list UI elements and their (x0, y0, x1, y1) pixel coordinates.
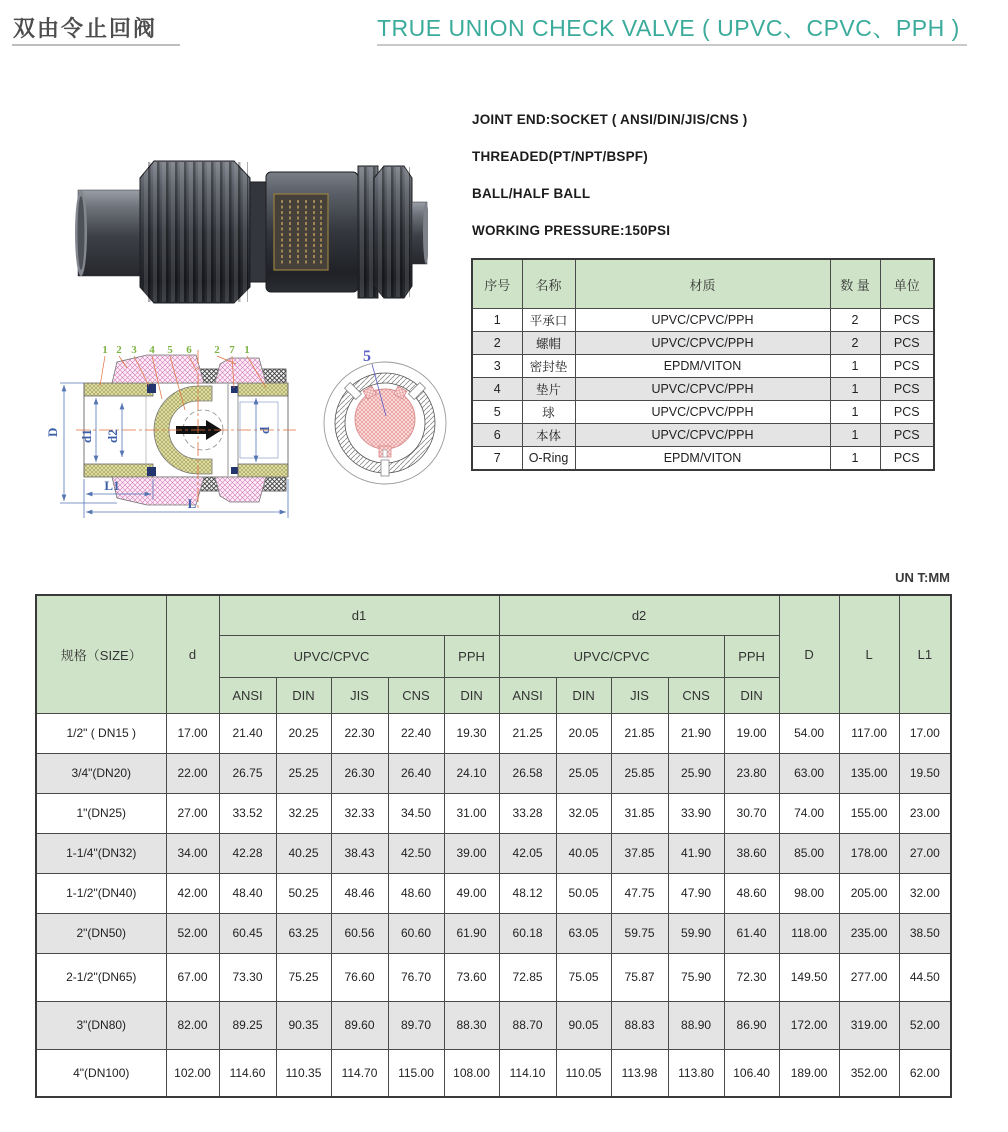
valve-photo-illustration (72, 128, 428, 322)
table-cell: 25.85 (611, 753, 668, 793)
dim-label-d2: d2 (105, 429, 120, 443)
table-cell: 40.05 (556, 833, 611, 873)
group-header-d2: d2 (499, 595, 779, 635)
table-cell: UPVC/CPVC/PPH (575, 401, 830, 424)
table-cell: 1-1/2"(DN40) (36, 873, 166, 913)
table-cell: 74.00 (779, 793, 839, 833)
table-cell: 1 (830, 355, 880, 378)
dim-table-body (36, 713, 951, 1097)
table-cell: 114.10 (499, 1049, 556, 1097)
dim-label-L: L (187, 496, 197, 511)
ball-bottom-notch (383, 450, 387, 457)
page-title-cn: 双由令止回阀 (13, 16, 158, 41)
table-cell: 47.90 (668, 873, 724, 913)
table-cell: 7 (472, 447, 522, 471)
table-cell: 25.05 (556, 753, 611, 793)
title-underline-left (12, 44, 180, 46)
table-cell: 23.00 (899, 793, 951, 833)
table-cell: 23.80 (724, 753, 779, 793)
table-row (472, 355, 934, 378)
table-cell: 5 (472, 401, 522, 424)
table-cell: 89.70 (388, 1001, 444, 1049)
table-row (36, 913, 951, 953)
table-cell: 63.00 (779, 753, 839, 793)
table-cell: 89.60 (331, 1001, 388, 1049)
table-cell: 2 (830, 309, 880, 332)
table-cell: 72.85 (499, 953, 556, 1001)
end-view (324, 348, 446, 484)
table-cell: 3"(DN80) (36, 1001, 166, 1049)
std-header: JIS (611, 677, 668, 713)
std-header: JIS (331, 677, 388, 713)
table-cell: 60.45 (219, 913, 276, 953)
table-cell: 48.12 (499, 873, 556, 913)
right-nut-top (215, 358, 266, 383)
table-cell: 4"(DN100) (36, 1049, 166, 1097)
table-cell: 40.25 (276, 833, 331, 873)
table-cell: 113.80 (668, 1049, 724, 1097)
subgroup-d2-pph: PPH (724, 635, 779, 677)
table-row (472, 424, 934, 447)
left-nut-top (112, 355, 204, 383)
table-cell: 垫片 (522, 378, 575, 401)
left-socket-wall-top (84, 383, 153, 396)
table-cell: 44.50 (899, 953, 951, 1001)
table-cell: EPDM/VITON (575, 355, 830, 378)
table-cell: 352.00 (839, 1049, 899, 1097)
table-row (36, 713, 951, 753)
table-cell: 85.00 (779, 833, 839, 873)
table-cell: 33.28 (499, 793, 556, 833)
table-cell: 33.90 (668, 793, 724, 833)
table-cell: 75.05 (556, 953, 611, 1001)
table-cell: 52.00 (899, 1001, 951, 1049)
table-cell: 172.00 (779, 1001, 839, 1049)
table-cell: 平承口 (522, 309, 575, 332)
table-cell: 26.40 (388, 753, 444, 793)
table-cell: 59.75 (611, 913, 668, 953)
table-cell: 48.60 (724, 873, 779, 913)
table-cell: 113.98 (611, 1049, 668, 1097)
table-cell: 106.40 (724, 1049, 779, 1097)
table-cell: 30.70 (724, 793, 779, 833)
table-cell: 63.25 (276, 913, 331, 953)
table-cell: 2 (830, 332, 880, 355)
std-header: ANSI (499, 677, 556, 713)
table-cell: 73.30 (219, 953, 276, 1001)
unit-note: UN T:MM (895, 570, 950, 585)
gold-label (274, 194, 328, 270)
table-cell: 319.00 (839, 1001, 899, 1049)
table-row (36, 873, 951, 913)
table-cell: 90.35 (276, 1001, 331, 1049)
table-cell: PCS (880, 309, 934, 332)
table-row (472, 309, 934, 332)
table-cell: 82.00 (166, 1001, 219, 1049)
table-cell: 86.90 (724, 1001, 779, 1049)
callout-6: 6 (186, 344, 192, 356)
parts-header-cell: 序号 (472, 259, 522, 309)
table-cell: 24.10 (444, 753, 499, 793)
table-cell: 4 (472, 378, 522, 401)
table-cell: 42.00 (166, 873, 219, 913)
cross-section-drawing (40, 338, 470, 533)
table-cell: 41.90 (668, 833, 724, 873)
table-cell: 38.50 (899, 913, 951, 953)
subgroup-d1-upvc: UPVC/CPVC (219, 635, 444, 677)
table-row (472, 332, 934, 355)
dim-header-row-1 (36, 595, 951, 635)
product-photo (72, 128, 428, 322)
table-cell: O-Ring (522, 447, 575, 471)
table-cell: 76.70 (388, 953, 444, 1001)
table-cell: 32.05 (556, 793, 611, 833)
col-header-D: D (779, 595, 839, 713)
callout-7: 7 (229, 344, 235, 356)
callout-5: 5 (167, 344, 173, 356)
table-cell: 89.25 (219, 1001, 276, 1049)
table-row (36, 1001, 951, 1049)
table-cell: 34.00 (166, 833, 219, 873)
callout-1: 1 (102, 344, 108, 356)
table-cell: PCS (880, 424, 934, 447)
table-cell: 61.90 (444, 913, 499, 953)
dim-label-d: d (257, 426, 272, 434)
left-socket-wall-bottom (84, 464, 153, 477)
table-cell: 21.90 (668, 713, 724, 753)
table-cell: 75.25 (276, 953, 331, 1001)
table-cell: PCS (880, 332, 934, 355)
table-cell: 26.58 (499, 753, 556, 793)
table-cell: 32.25 (276, 793, 331, 833)
table-cell: 26.30 (331, 753, 388, 793)
table-cell: 2"(DN50) (36, 913, 166, 953)
table-cell: UPVC/CPVC/PPH (575, 332, 830, 355)
ball-end-view (355, 389, 415, 449)
spec-list (472, 112, 747, 260)
table-cell: 102.00 (166, 1049, 219, 1097)
table-cell: 75.90 (668, 953, 724, 1001)
side-view (45, 344, 296, 518)
table-cell: 21.40 (219, 713, 276, 753)
table-cell: 1 (830, 424, 880, 447)
parts-table (471, 258, 935, 471)
right-socket-wall-top (238, 383, 288, 396)
table-cell: 1-1/4"(DN32) (36, 833, 166, 873)
table-cell: 22.30 (331, 713, 388, 753)
spec-line: BALL/HALF BALL (472, 186, 591, 201)
right-nut-ribs (376, 167, 410, 297)
table-cell: 61.40 (724, 913, 779, 953)
std-header: DIN (276, 677, 331, 713)
table-cell: 密封垫 (522, 355, 575, 378)
table-cell: 52.00 (166, 913, 219, 953)
table-cell: 27.00 (166, 793, 219, 833)
table-cell: 1 (830, 378, 880, 401)
left-socket-pipe (78, 190, 140, 276)
table-cell: 1 (830, 447, 880, 471)
std-header: CNS (388, 677, 444, 713)
table-row (472, 378, 934, 401)
table-cell: 90.05 (556, 1001, 611, 1049)
table-cell: 19.30 (444, 713, 499, 753)
table-cell: 32.00 (899, 873, 951, 913)
technical-drawing (40, 338, 470, 533)
table-cell: 39.00 (444, 833, 499, 873)
table-cell: 108.00 (444, 1049, 499, 1097)
table-cell: 60.56 (331, 913, 388, 953)
table-cell: 1/2" ( DN15 ) (36, 713, 166, 753)
table-cell: 205.00 (839, 873, 899, 913)
table-cell: 26.75 (219, 753, 276, 793)
table-row (472, 401, 934, 424)
table-cell: 2 (472, 332, 522, 355)
table-cell: 115.00 (388, 1049, 444, 1097)
right-nut-bottom (215, 477, 266, 502)
table-cell: 88.90 (668, 1001, 724, 1049)
table-cell: 25.90 (668, 753, 724, 793)
parts-table-body (472, 309, 934, 471)
col-header-L1: L1 (899, 595, 951, 713)
table-cell: 17.00 (166, 713, 219, 753)
table-cell: 25.25 (276, 753, 331, 793)
table-cell: 117.00 (839, 713, 899, 753)
table-cell: PCS (880, 447, 934, 471)
table-cell: 1 (830, 401, 880, 424)
table-cell: 155.00 (839, 793, 899, 833)
spec-line: WORKING PRESSURE:150PSI (472, 223, 671, 238)
table-cell: 98.00 (779, 873, 839, 913)
page-title-en: TRUE UNION CHECK VALVE ( UPVC、CPVC、PPH ) (377, 15, 960, 41)
subgroup-d2-upvc: UPVC/CPVC (499, 635, 724, 677)
table-cell: EPDM/VITON (575, 447, 830, 471)
table-cell: 31.00 (444, 793, 499, 833)
table-cell: 60.18 (499, 913, 556, 953)
dim-label-d1: d1 (79, 429, 94, 443)
table-cell: 50.25 (276, 873, 331, 913)
table-cell: PCS (880, 355, 934, 378)
callout-4: 4 (149, 344, 155, 356)
table-cell: 42.50 (388, 833, 444, 873)
table-cell: 19.00 (724, 713, 779, 753)
dim-label-D: D (45, 427, 60, 437)
std-header: CNS (668, 677, 724, 713)
callout-2: 2 (116, 344, 122, 356)
parts-header-cell: 单位 (880, 259, 934, 309)
table-cell: 88.70 (499, 1001, 556, 1049)
table-cell: 21.85 (611, 713, 668, 753)
table-cell: 114.60 (219, 1049, 276, 1097)
callout-numbers (102, 344, 250, 356)
table-cell: 21.25 (499, 713, 556, 753)
table-cell: 59.90 (668, 913, 724, 953)
std-header: DIN (556, 677, 611, 713)
table-cell: 54.00 (779, 713, 839, 753)
table-cell: 1 (472, 309, 522, 332)
table-cell: 60.60 (388, 913, 444, 953)
table-cell: 62.00 (899, 1049, 951, 1097)
table-cell: UPVC/CPVC/PPH (575, 378, 830, 401)
title-underline-right (377, 44, 967, 46)
table-row (36, 793, 951, 833)
table-cell: 88.30 (444, 1001, 499, 1049)
parts-header-cell: 材质 (575, 259, 830, 309)
callout-1b: 1 (244, 344, 250, 356)
table-cell: 88.83 (611, 1001, 668, 1049)
table-cell: 螺帽 (522, 332, 575, 355)
table-cell: 48.40 (219, 873, 276, 913)
table-cell: 118.00 (779, 913, 839, 953)
table-cell: 3/4"(DN20) (36, 753, 166, 793)
table-cell: 2-1/2"(DN65) (36, 953, 166, 1001)
table-cell: 22.40 (388, 713, 444, 753)
table-cell: 63.05 (556, 913, 611, 953)
table-row (36, 953, 951, 1001)
table-cell: 75.87 (611, 953, 668, 1001)
table-cell: 38.60 (724, 833, 779, 873)
table-cell: 1"(DN25) (36, 793, 166, 833)
table-cell: 178.00 (839, 833, 899, 873)
group-header-d1: d1 (219, 595, 499, 635)
table-cell: 20.05 (556, 713, 611, 753)
left-nut-ribs (142, 162, 248, 302)
table-cell: 42.05 (499, 833, 556, 873)
std-header: DIN (724, 677, 779, 713)
dim-label-L1: L1 (104, 478, 120, 493)
callout-3: 3 (131, 344, 137, 356)
callout-2b: 2 (214, 344, 220, 356)
table-cell: UPVC/CPVC/PPH (575, 309, 830, 332)
table-cell: UPVC/CPVC/PPH (575, 424, 830, 447)
parts-header-cell: 数 量 (830, 259, 880, 309)
table-cell: 3 (472, 355, 522, 378)
table-cell: 110.05 (556, 1049, 611, 1097)
table-cell: 47.75 (611, 873, 668, 913)
table-cell: PCS (880, 378, 934, 401)
spec-line: THREADED(PT/NPT/BSPF) (472, 149, 648, 164)
end-view-callout-5: 5 (363, 348, 371, 365)
table-cell: 189.00 (779, 1049, 839, 1097)
table-cell: 73.60 (444, 953, 499, 1001)
col-header-d: d (166, 595, 219, 713)
table-cell: 34.50 (388, 793, 444, 833)
table-cell: 72.30 (724, 953, 779, 1001)
parts-header-cell: 名称 (522, 259, 575, 309)
table-cell: 48.60 (388, 873, 444, 913)
table-cell: 32.33 (331, 793, 388, 833)
left-pipe-bore (78, 196, 85, 270)
table-cell: 20.25 (276, 713, 331, 753)
std-header: ANSI (219, 677, 276, 713)
table-cell: 37.85 (611, 833, 668, 873)
table-cell: 19.50 (899, 753, 951, 793)
right-socket-wall-bottom (238, 464, 288, 477)
subgroup-d1-pph: PPH (444, 635, 499, 677)
table-cell: 48.46 (331, 873, 388, 913)
table-cell: 38.43 (331, 833, 388, 873)
table-cell: 17.00 (899, 713, 951, 753)
table-cell: 277.00 (839, 953, 899, 1001)
table-cell: 114.70 (331, 1049, 388, 1097)
table-cell: 67.00 (166, 953, 219, 1001)
table-cell: 110.35 (276, 1049, 331, 1097)
table-row (36, 833, 951, 873)
table-cell: 149.50 (779, 953, 839, 1001)
table-cell: 33.52 (219, 793, 276, 833)
table-row (36, 753, 951, 793)
table-row (36, 1049, 951, 1097)
col-header-size: 规格（SIZE） (36, 595, 166, 713)
table-cell: 球 (522, 401, 575, 424)
collar (250, 182, 266, 282)
spec-line: JOINT END:SOCKET ( ANSI/DIN/JIS/CNS ) (472, 112, 748, 127)
col-header-L: L (839, 595, 899, 713)
table-cell: 22.00 (166, 753, 219, 793)
table-cell: 31.85 (611, 793, 668, 833)
table-cell: 27.00 (899, 833, 951, 873)
table-cell: 76.60 (331, 953, 388, 1001)
table-cell: 本体 (522, 424, 575, 447)
table-cell: 235.00 (839, 913, 899, 953)
table-cell: 42.28 (219, 833, 276, 873)
parts-header-row (472, 259, 934, 309)
table-cell: PCS (880, 401, 934, 424)
table-cell: 50.05 (556, 873, 611, 913)
table-cell: 49.00 (444, 873, 499, 913)
table-row (472, 447, 934, 471)
dimension-table (35, 594, 952, 1098)
std-header: DIN (444, 677, 499, 713)
table-cell: 135.00 (839, 753, 899, 793)
table-cell: 6 (472, 424, 522, 447)
